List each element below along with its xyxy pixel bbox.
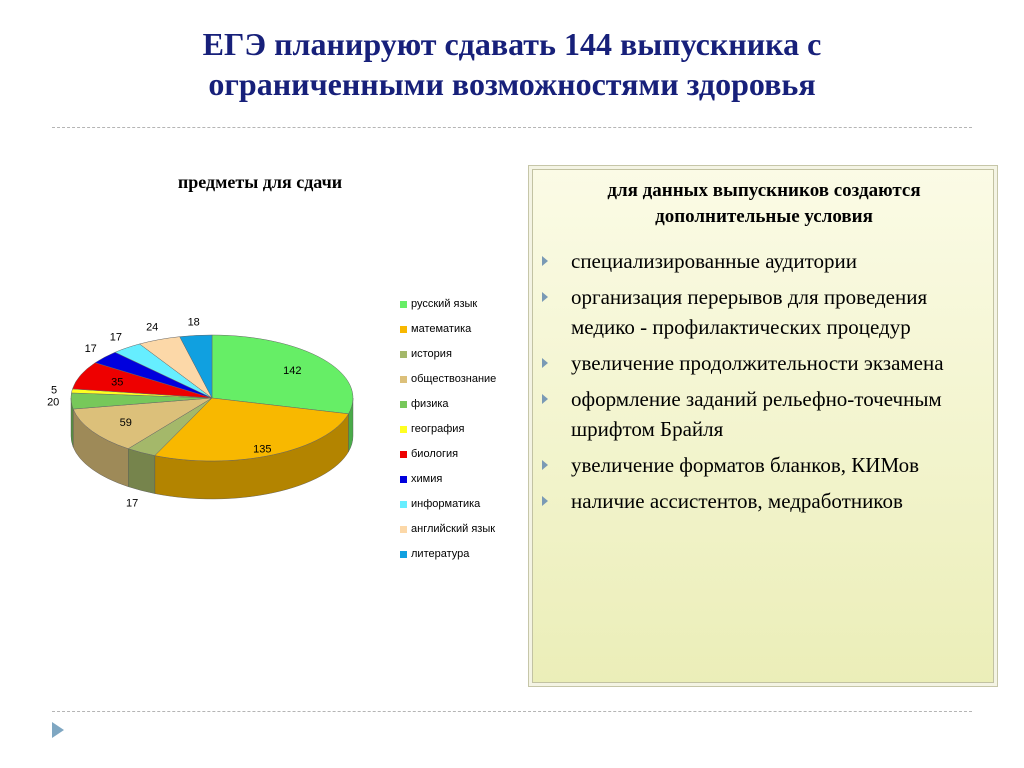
conditions-box (528, 165, 998, 687)
slide-title-line-2: ограниченными возможностями здоровья (208, 66, 816, 102)
conditions-list (539, 246, 975, 516)
legend-item (400, 342, 496, 367)
bullet-arrow-icon (542, 256, 548, 266)
pie-chart (0, 300, 400, 540)
condition-text: организация перерывов для проведения медико - профилактических процедур (571, 285, 928, 339)
data-label: 35 (111, 376, 124, 389)
condition-item (539, 384, 975, 444)
legend-swatch (400, 501, 407, 508)
chart-legend (400, 292, 496, 567)
condition-text: специализированные аудитории (571, 249, 857, 273)
legend-label: обществознание (411, 373, 497, 385)
legend-label: математика (411, 323, 472, 335)
condition-text: увеличение продолжительности экзамена (571, 351, 944, 375)
bullet-arrow-icon (542, 358, 548, 368)
legend-swatch (400, 551, 407, 558)
legend-item (400, 367, 496, 392)
legend-swatch (400, 301, 407, 308)
data-label: 59 (119, 416, 132, 429)
chart-title: предметы для сдачи (177, 172, 343, 192)
condition-item (539, 246, 975, 276)
legend-item (400, 542, 496, 567)
legend-label: литература (411, 548, 470, 560)
legend-label: химия (411, 473, 443, 485)
condition-text: оформление заданий рельефно-точечным шрифтом Брайля (571, 387, 942, 441)
data-label: 24 (146, 321, 159, 334)
condition-text: наличие ассистентов, медработников (571, 489, 903, 513)
top-divider (52, 127, 972, 128)
legend-item (400, 417, 496, 442)
slide-title (0, 24, 1024, 104)
condition-item (539, 348, 975, 378)
legend-item (400, 392, 496, 417)
legend-item (400, 492, 496, 517)
data-label: 17 (125, 497, 139, 510)
data-label: 5 (50, 384, 58, 397)
data-label: 17 (109, 331, 123, 344)
data-label: 135 (253, 443, 272, 456)
legend-swatch (400, 401, 407, 408)
play-arrow-icon[interactable] (52, 722, 64, 738)
legend-label: русский язык (411, 298, 478, 310)
legend-swatch (400, 451, 407, 458)
legend-label: физика (411, 398, 449, 410)
data-label: 17 (84, 343, 97, 356)
condition-text: увеличение форматов бланков, КИМов (571, 453, 920, 477)
bullet-arrow-icon (542, 496, 548, 506)
conditions-heading: для данных выпускников создаются дополнительные условия (607, 180, 921, 227)
pie-slice-side (128, 449, 155, 494)
legend-label: биология (411, 448, 459, 460)
legend-swatch (400, 476, 407, 483)
legend-item (400, 317, 496, 342)
legend-item (400, 292, 496, 317)
bullet-arrow-icon (542, 292, 548, 302)
legend-swatch (400, 526, 407, 533)
condition-item (539, 282, 975, 342)
legend-label: информатика (411, 498, 481, 510)
bullet-arrow-icon (542, 394, 548, 404)
data-label: 142 (283, 365, 302, 378)
data-label: 20 (47, 396, 60, 409)
legend-label: география (411, 423, 465, 435)
legend-swatch (400, 326, 407, 333)
legend-label: история (411, 348, 452, 360)
legend-swatch (400, 426, 407, 433)
legend-item (400, 467, 496, 492)
legend-item (400, 517, 496, 542)
data-label: 18 (187, 316, 200, 329)
condition-item (539, 486, 975, 516)
legend-swatch (400, 376, 407, 383)
legend-item (400, 442, 496, 467)
legend-swatch (400, 351, 407, 358)
condition-item (539, 450, 975, 480)
slide-title-line-1: ЕГЭ планируют сдавать 144 выпускника с (202, 26, 822, 62)
bottom-divider (52, 711, 972, 712)
legend-label: английский язык (411, 523, 496, 535)
bullet-arrow-icon (542, 460, 548, 470)
